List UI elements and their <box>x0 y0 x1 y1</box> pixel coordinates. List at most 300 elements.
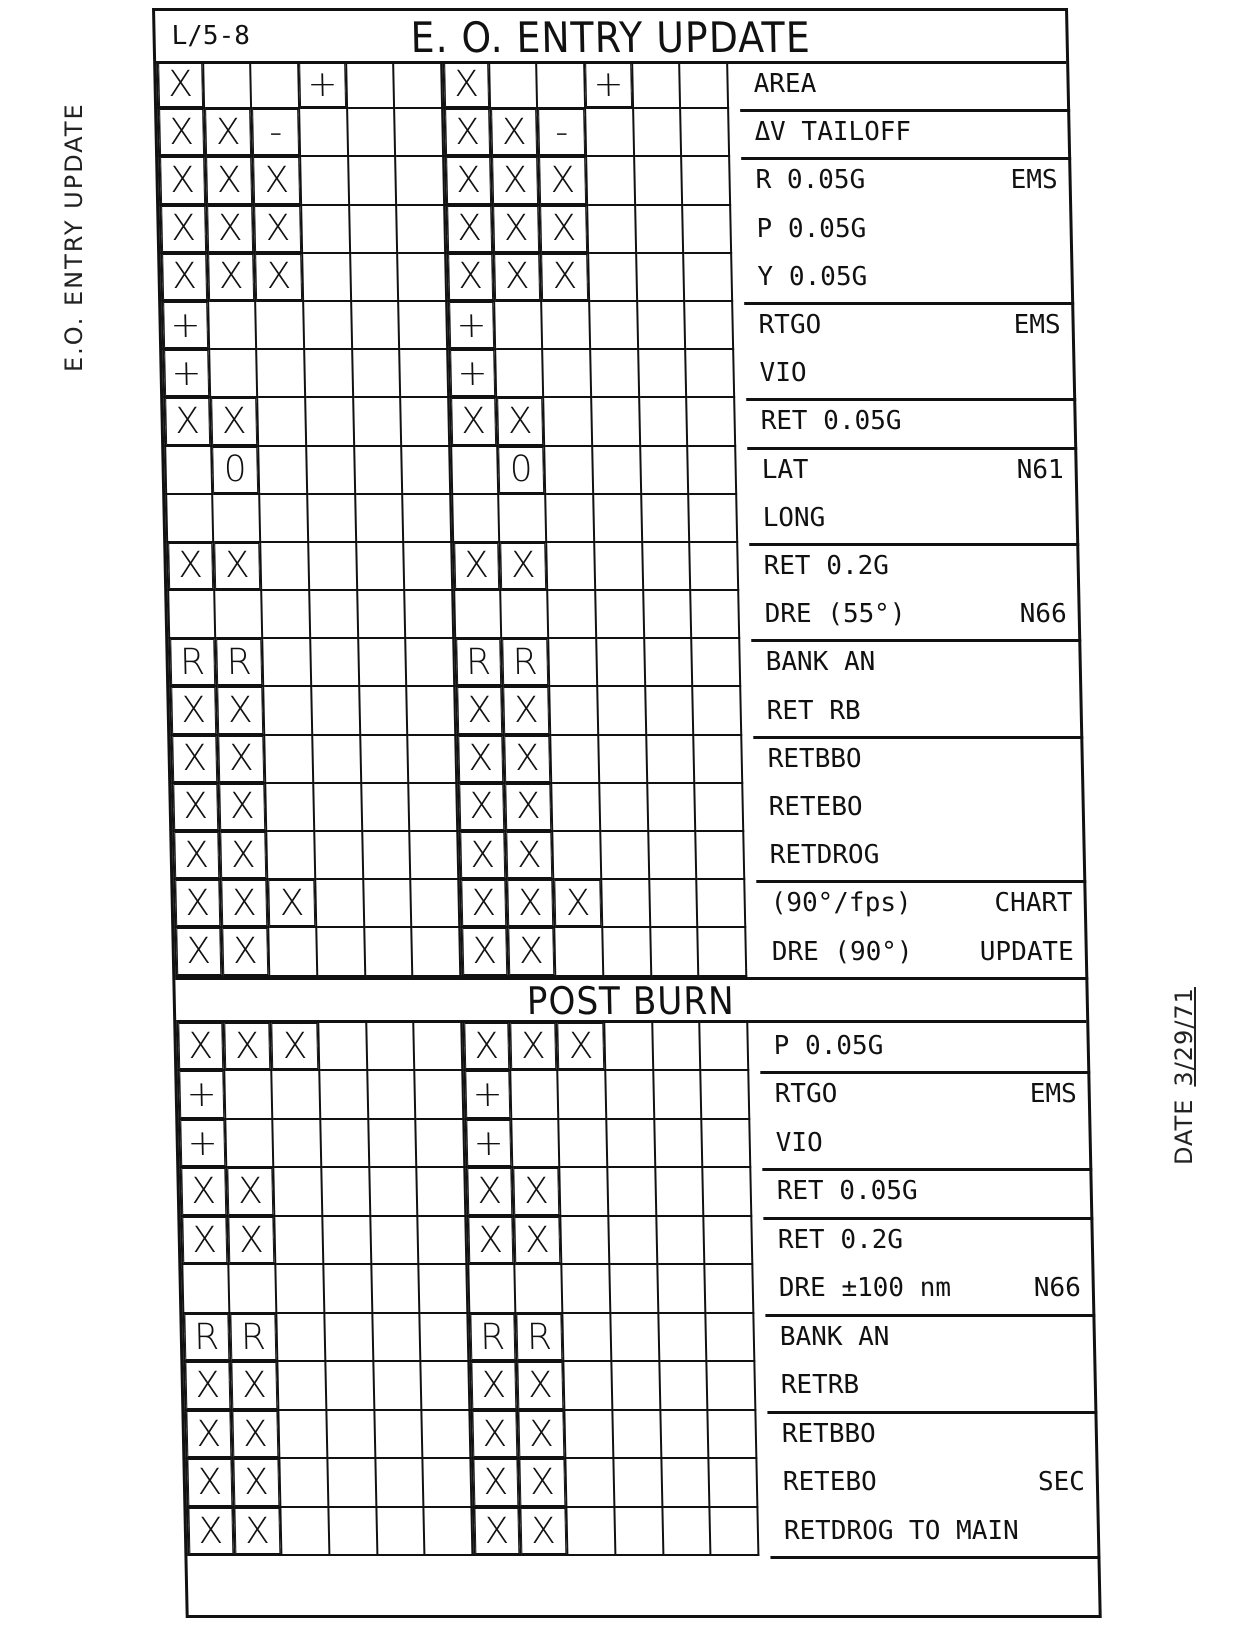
form-code: L/5-8 <box>171 21 251 51</box>
label-line <box>756 214 1059 244</box>
top-right-cell-r5-c1: X <box>446 254 495 302</box>
label-line <box>760 406 1063 436</box>
label-line <box>753 69 1056 99</box>
top-left-cell-r17-c6 <box>411 832 460 880</box>
top-left-cell-r11-c5 <box>357 543 406 591</box>
top-left-cell-r16-c6 <box>410 784 459 832</box>
top-left-cell-r1-c6 <box>394 61 443 109</box>
bot-left-cell-r4-c2: X <box>227 1168 276 1217</box>
top-left-cell-r16-c4 <box>314 784 363 832</box>
label-text: RET RB <box>766 695 861 726</box>
bot-left-cell-r1-c3: X <box>272 1023 321 1072</box>
top-left-cell-r2-c4 <box>300 109 349 157</box>
top-right-cell-r12-c6 <box>692 591 741 639</box>
top-labels-block-8 <box>751 639 1083 738</box>
label-text: RET 0.05G <box>760 406 902 437</box>
bot-right-cell-r11-c6 <box>711 1508 760 1557</box>
top-right-cell-r9-c2: 0 <box>498 447 547 495</box>
top-left-cell-r18-c6 <box>412 880 461 928</box>
label-text: DRE ±100 nm <box>778 1273 952 1304</box>
top-right-cell-r13-c1: R <box>454 639 503 687</box>
bot-right-cell-r9-c4 <box>613 1411 662 1460</box>
label-line <box>781 1370 1084 1400</box>
label-line <box>755 165 1058 195</box>
label-text: RETDROG <box>769 840 880 871</box>
bot-left-cell-r7-c4 <box>325 1314 374 1363</box>
top-right-cell-r7-c2 <box>496 350 545 398</box>
bot-left-cell-r2-c4 <box>320 1071 369 1120</box>
bot-right-cell-r3-c5 <box>655 1120 704 1169</box>
bot-left-cell-r8-c2: X <box>231 1362 280 1411</box>
top-left-cell-r12-c1 <box>167 591 216 639</box>
bot-right-cell-r5-c2: X <box>514 1217 563 1266</box>
top-left-cell-r4-c4 <box>302 206 351 254</box>
top-right-cell-r16-c5 <box>648 784 697 832</box>
bot-right-cell-r8-c6 <box>708 1362 757 1411</box>
label-line <box>766 696 1069 726</box>
label-text: RETRB <box>780 1370 860 1401</box>
top-left-cell-r13-c5 <box>359 639 408 687</box>
bot-left-cell-r3-c6 <box>417 1120 466 1169</box>
bot-left-cell-r8-c3 <box>279 1362 328 1411</box>
bot-left-cell-r2-c5 <box>368 1071 417 1120</box>
label-line <box>768 792 1071 822</box>
top-right-cell-r8-c3 <box>545 398 594 446</box>
bot-left-cell-r7-c6 <box>421 1314 470 1363</box>
label-line <box>771 937 1074 967</box>
bot-left-cell-r8-c4 <box>326 1362 375 1411</box>
top-left-cell-r12-c6 <box>406 591 455 639</box>
bot-left-cell-r3-c4 <box>321 1120 370 1169</box>
top-labels-block-10 <box>756 880 1088 979</box>
top-left-cell-r12-c3 <box>263 591 312 639</box>
top-right-cell-r15-c2: X <box>504 736 553 784</box>
label-line <box>777 1225 1080 1255</box>
bot-right-cell-r10-c2: X <box>519 1459 568 1508</box>
label-line <box>779 1273 1082 1303</box>
bot-right-cell-r7-c5 <box>659 1314 708 1363</box>
bot-right-cell-r6-c6 <box>706 1265 755 1314</box>
bot-left-cell-r1-c6 <box>415 1023 464 1072</box>
label-line <box>784 1516 1087 1546</box>
top-right-cell-r17-c6 <box>697 832 746 880</box>
top-left-cell-r4-c2: X <box>207 206 256 254</box>
top-left-cell-r16-c5 <box>362 784 411 832</box>
top-left-cell-r18-c1: X <box>173 880 222 928</box>
top-right-cell-r1-c4: + <box>585 61 634 109</box>
top-left-cell-r11-c3 <box>262 543 311 591</box>
bot-right-cell-r6-c3 <box>563 1265 612 1314</box>
top-left-cell-r6-c6 <box>399 302 448 350</box>
bot-left-cell-r3-c1: + <box>178 1120 227 1169</box>
label-text: Y 0.05G <box>757 261 868 292</box>
bot-labels-block-6 <box>767 1411 1100 1560</box>
top-right-cell-r18-c2: X <box>507 880 556 928</box>
bot-right-cell-r3-c3 <box>560 1120 609 1169</box>
label-text: RETBBO <box>767 743 862 774</box>
label-line <box>764 599 1067 629</box>
top-left-cell-r6-c4 <box>304 302 353 350</box>
top-left-cell-r14-c5 <box>360 687 409 735</box>
bot-right-cell-r10-c1: X <box>471 1459 520 1508</box>
top-left-cell-r11-c4 <box>309 543 358 591</box>
bot-left-cell-r11-c3 <box>282 1508 331 1557</box>
bot-left-cell-r4-c5 <box>370 1168 419 1217</box>
bot-left-cell-r10-c3 <box>281 1459 330 1508</box>
bot-left-cell-r7-c1: R <box>182 1314 231 1363</box>
bot-labels-block-4 <box>763 1217 1095 1317</box>
top-right-cell-r13-c2: R <box>502 639 551 687</box>
top-left-cell-r10-c6 <box>404 495 453 543</box>
top-right-cell-r13-c4 <box>597 639 646 687</box>
top-right-cell-r17-c5 <box>649 832 698 880</box>
bot-left-cell-r6-c6 <box>420 1265 469 1314</box>
bot-right-cell-r3-c4 <box>607 1120 656 1169</box>
label-text: ΔV TAILOFF <box>754 117 912 148</box>
top-right-cell-r11-c6 <box>691 543 740 591</box>
top-right-cell-r17-c2: X <box>506 832 555 880</box>
bot-right-cell-r11-c3 <box>568 1508 617 1557</box>
bot-left-cell-r9-c1: X <box>184 1411 233 1460</box>
top-labels-block-2 <box>740 109 1071 160</box>
top-left-cell-r3-c1: X <box>158 157 207 205</box>
top-left-cell-r1-c4: + <box>299 61 348 109</box>
top-left-cell-r3-c4 <box>301 157 350 205</box>
label-line <box>758 310 1061 340</box>
bot-right-cell-r9-c1: X <box>470 1411 519 1460</box>
bot-right-cell-r7-c3 <box>564 1314 613 1363</box>
bot-right-cell-r2-c6 <box>702 1071 751 1120</box>
top-left-cell-r7-c1: + <box>162 350 211 398</box>
bot-left-cell-r6-c1 <box>181 1265 230 1314</box>
top-right-cell-r17-c3 <box>554 832 603 880</box>
bot-right-cell-r2-c4 <box>606 1071 655 1120</box>
top-right-cell-r10-c6 <box>690 495 739 543</box>
bot-right-cell-r8-c3 <box>565 1362 614 1411</box>
top-right-cell-r9-c1 <box>450 447 499 495</box>
top-right-cell-r18-c1: X <box>459 880 508 928</box>
bot-right-cell-r5-c1: X <box>466 1217 515 1266</box>
top-right-cell-r8-c1: X <box>449 398 498 446</box>
top-left-cell-r5-c6 <box>398 254 447 302</box>
top-left-cell-r17-c4 <box>315 832 364 880</box>
label-line <box>769 840 1072 870</box>
bot-left-cell-r9-c3 <box>280 1411 329 1460</box>
top-left-cell-r15-c3 <box>266 736 315 784</box>
top-left-cell-r9-c2: 0 <box>212 447 261 495</box>
label-text: CHART <box>994 888 1074 919</box>
top-right-cell-r18-c4 <box>602 880 651 928</box>
label-line <box>780 1322 1083 1352</box>
top-right-cell-r4-c6 <box>683 206 732 254</box>
top-left-cell-r19-c2: X <box>222 928 271 976</box>
top-left-cell-r4-c3: X <box>254 206 303 254</box>
label-line <box>783 1467 1086 1497</box>
bot-left-cell-r7-c5 <box>373 1314 422 1363</box>
bottom-grid-right <box>462 1023 759 1557</box>
top-left-cell-r13-c6 <box>407 639 456 687</box>
bot-right-cell-r9-c2: X <box>518 1411 567 1460</box>
bot-right-cell-r5-c3 <box>562 1217 611 1266</box>
top-left-cell-r10-c2 <box>213 495 262 543</box>
top-right-cell-r8-c6 <box>688 398 737 446</box>
bot-left-cell-r6-c2 <box>229 1265 278 1314</box>
bot-right-cell-r4-c2: X <box>513 1168 562 1217</box>
top-right-cell-r8-c5 <box>640 398 689 446</box>
top-right-cell-r19-c6 <box>699 928 748 976</box>
bot-left-cell-r4-c1: X <box>179 1168 228 1217</box>
top-left-cell-r12-c2 <box>215 591 264 639</box>
top-right-cell-r8-c4 <box>592 398 641 446</box>
label-line <box>765 647 1068 677</box>
bot-right-cell-r5-c6 <box>705 1217 754 1266</box>
top-left-cell-r12-c5 <box>358 591 407 639</box>
top-left-cell-r19-c1: X <box>174 928 223 976</box>
top-labels-block-9 <box>753 736 1086 884</box>
top-right-cell-r16-c1: X <box>457 784 506 832</box>
top-right-cell-r10-c3 <box>547 495 596 543</box>
top-left-cell-r14-c1: X <box>169 687 218 735</box>
top-right-cell-r1-c6 <box>680 61 729 109</box>
bot-right-cell-r9-c3 <box>566 1411 615 1460</box>
label-line <box>767 744 1070 774</box>
top-left-cell-r8-c4 <box>306 398 355 446</box>
top-right-cell-r7-c5 <box>639 350 688 398</box>
top-grid-left <box>156 61 461 977</box>
bot-right-cell-r4-c6 <box>704 1168 753 1217</box>
top-right-cell-r2-c6 <box>681 109 730 157</box>
bot-left-cell-r5-c4 <box>323 1217 372 1266</box>
bot-labels-block-3 <box>762 1168 1093 1220</box>
top-right-cell-r3-c5 <box>635 157 684 205</box>
bot-right-cell-r4-c3 <box>561 1168 610 1217</box>
top-right-cell-r9-c3 <box>546 447 595 495</box>
bot-right-cell-r8-c1: X <box>469 1362 518 1411</box>
label-line <box>754 117 1057 147</box>
top-right-cell-r10-c1 <box>451 495 500 543</box>
bot-right-cell-r1-c2: X <box>510 1023 559 1072</box>
bot-right-cell-r11-c1: X <box>472 1508 521 1557</box>
bot-right-cell-r7-c4 <box>611 1314 660 1363</box>
top-right-cell-r11-c5 <box>643 543 692 591</box>
label-line <box>763 551 1066 581</box>
top-left-cell-r2-c6 <box>395 109 444 157</box>
top-right-cell-r4-c1: X <box>445 206 494 254</box>
top-labels-block-6 <box>747 447 1079 546</box>
top-left-cell-r9-c1 <box>164 447 213 495</box>
top-left-cell-r8-c6 <box>402 398 451 446</box>
top-left-cell-r11-c1: X <box>166 543 215 591</box>
bot-left-cell-r2-c2 <box>225 1071 274 1120</box>
bot-left-cell-r3-c3 <box>274 1120 323 1169</box>
top-right-cell-r13-c3 <box>550 639 599 687</box>
bot-left-cell-r10-c1: X <box>185 1459 234 1508</box>
label-text: (90°/fps) <box>770 888 912 919</box>
bot-right-cell-r1-c4 <box>605 1023 654 1072</box>
top-left-cell-r18-c2: X <box>221 880 270 928</box>
label-text: SEC <box>1037 1467 1086 1498</box>
bot-left-cell-r2-c1: + <box>177 1071 226 1120</box>
top-left-cell-r19-c5 <box>365 928 414 976</box>
top-right-cell-r2-c3: - <box>538 109 587 157</box>
label-line <box>761 455 1064 485</box>
bot-right-cell-r7-c1: R <box>468 1314 517 1363</box>
top-left-cell-r7-c3 <box>257 350 306 398</box>
top-right-cell-r1-c3 <box>537 61 586 109</box>
top-right-cell-r11-c3 <box>548 543 597 591</box>
label-text: BANK AN <box>779 1321 890 1352</box>
bot-left-cell-r8-c5 <box>374 1362 423 1411</box>
top-right-cell-r6-c5 <box>638 302 687 350</box>
bot-right-cell-r4-c1: X <box>465 1168 514 1217</box>
top-left-cell-r11-c6 <box>405 543 454 591</box>
top-left-cell-r9-c5 <box>355 447 404 495</box>
bot-labels-block-5 <box>765 1314 1097 1414</box>
top-right-cell-r5-c3: X <box>541 254 590 302</box>
top-right-cell-r17-c4 <box>601 832 650 880</box>
top-labels-block-3 <box>741 157 1074 305</box>
top-left-cell-r13-c4 <box>311 639 360 687</box>
top-left-cell-r10-c4 <box>308 495 357 543</box>
label-text: RTGO <box>774 1079 838 1110</box>
top-right-cell-r14-c2: X <box>503 687 552 735</box>
bot-right-cell-r5-c5 <box>657 1217 706 1266</box>
top-right-cell-r14-c3 <box>551 687 600 735</box>
top-right-cell-r15-c4 <box>599 736 648 784</box>
top-right-cell-r6-c4 <box>590 302 639 350</box>
top-left-cell-r3-c5 <box>349 157 398 205</box>
label-text: RET 0.05G <box>776 1176 918 1207</box>
top-left-cell-r18-c4 <box>316 880 365 928</box>
top-right-cell-r2-c1: X <box>443 109 492 157</box>
bot-left-cell-r7-c3 <box>278 1314 327 1363</box>
bot-right-cell-r11-c4 <box>615 1508 664 1557</box>
top-right-cell-r4-c3: X <box>540 206 589 254</box>
label-text: RETBBO <box>781 1418 877 1449</box>
top-left-cell-r12-c4 <box>310 591 359 639</box>
label-line <box>775 1128 1078 1158</box>
form-title: E. O. ENTRY UPDATE <box>410 13 812 62</box>
bot-left-cell-r10-c6 <box>424 1459 473 1508</box>
top-right-cell-r9-c4 <box>593 447 642 495</box>
bot-right-cell-r10-c5 <box>662 1459 711 1508</box>
top-right-cell-r14-c1: X <box>455 687 504 735</box>
top-right-cell-r13-c6 <box>693 639 742 687</box>
title-row <box>155 11 1066 64</box>
top-right-cell-r18-c6 <box>698 880 747 928</box>
bot-right-cell-r11-c2: X <box>520 1508 569 1557</box>
bot-right-cell-r3-c1: + <box>464 1120 513 1169</box>
top-right-cell-r14-c4 <box>598 687 647 735</box>
label-text: LAT <box>761 454 809 485</box>
top-left-cell-r10-c5 <box>356 495 405 543</box>
top-left-cell-r15-c1: X <box>170 736 219 784</box>
top-left-cell-r4-c1: X <box>159 206 208 254</box>
bot-left-cell-r10-c5 <box>376 1459 425 1508</box>
bot-right-cell-r4-c4 <box>608 1168 657 1217</box>
top-right-cell-r12-c2 <box>501 591 550 639</box>
bot-right-cell-r9-c5 <box>661 1411 710 1460</box>
bot-left-cell-r5-c3 <box>276 1217 325 1266</box>
top-left-cell-r4-c5 <box>350 206 399 254</box>
top-right-cell-r12-c4 <box>596 591 645 639</box>
top-right-cell-r7-c6 <box>686 350 735 398</box>
post-burn-header <box>175 977 1086 1023</box>
label-text: LONG <box>762 502 826 533</box>
bot-left-cell-r2-c3 <box>273 1071 322 1120</box>
bot-right-cell-r10-c3 <box>567 1459 616 1508</box>
top-right-cell-r19-c4 <box>603 928 652 976</box>
label-text: N66 <box>1033 1273 1082 1304</box>
label-text: AREA <box>753 69 817 99</box>
bot-left-cell-r9-c6 <box>423 1411 472 1460</box>
top-right-cell-r16-c4 <box>600 784 649 832</box>
top-right-cell-r3-c6 <box>682 157 731 205</box>
date-stamp <box>1170 987 1198 1165</box>
top-left-cell-r3-c6 <box>396 157 445 205</box>
bot-right-cell-r1-c5 <box>653 1023 702 1072</box>
bot-right-cell-r8-c4 <box>612 1362 661 1411</box>
top-left-cell-r6-c2 <box>209 302 258 350</box>
bot-left-cell-r2-c6 <box>416 1071 465 1120</box>
top-left-cell-r3-c3: X <box>253 157 302 205</box>
top-right-cell-r9-c6 <box>689 447 738 495</box>
bot-left-cell-r9-c5 <box>375 1411 424 1460</box>
top-right-cell-r7-c3 <box>543 350 592 398</box>
bot-right-cell-r6-c2 <box>515 1265 564 1314</box>
top-right-cell-r10-c4 <box>594 495 643 543</box>
label-line <box>773 1031 1076 1061</box>
top-left-cell-r5-c1: X <box>160 254 209 302</box>
top-left-cell-r1-c1: X <box>156 61 205 109</box>
top-left-cell-r10-c1 <box>165 495 214 543</box>
bot-left-cell-r1-c1: X <box>176 1023 225 1072</box>
top-left-cell-r6-c5 <box>352 302 401 350</box>
top-left-cell-r13-c3 <box>264 639 313 687</box>
label-line <box>759 358 1062 388</box>
bot-right-cell-r3-c2 <box>512 1120 561 1169</box>
top-left-cell-r10-c3 <box>261 495 310 543</box>
bot-left-cell-r4-c3 <box>275 1168 324 1217</box>
label-text: RETDROG TO MAIN <box>783 1515 1020 1546</box>
top-left-cell-r14-c3 <box>265 687 314 735</box>
top-left-cell-r7-c2 <box>210 350 259 398</box>
bot-left-cell-r9-c4 <box>327 1411 376 1460</box>
label-text: UPDATE <box>979 936 1075 967</box>
top-right-cell-r11-c1: X <box>452 543 501 591</box>
top-right-cell-r18-c3: X <box>555 880 604 928</box>
label-text: EMS <box>1010 165 1058 196</box>
top-left-cell-r19-c4 <box>317 928 366 976</box>
label-line <box>782 1419 1085 1449</box>
bot-left-cell-r5-c5 <box>371 1217 420 1266</box>
bot-right-cell-r6-c5 <box>658 1265 707 1314</box>
top-right-cell-r16-c2: X <box>505 784 554 832</box>
top-right-cell-r4-c5 <box>636 206 685 254</box>
top-right-cell-r15-c6 <box>695 736 744 784</box>
label-text: R 0.05G <box>755 165 866 196</box>
top-left-cell-r15-c4 <box>313 736 362 784</box>
top-right-cell-r14-c5 <box>646 687 695 735</box>
top-left-cell-r15-c5 <box>361 736 410 784</box>
top-left-cell-r16-c2: X <box>219 784 268 832</box>
top-right-cell-r1-c5 <box>633 61 682 109</box>
top-right-cell-r3-c2: X <box>492 157 541 205</box>
bot-left-cell-r11-c5 <box>377 1508 426 1557</box>
label-text: N61 <box>1016 454 1064 485</box>
top-left-cell-r1-c3 <box>251 61 300 109</box>
bot-right-cell-r1-c3: X <box>558 1023 607 1072</box>
